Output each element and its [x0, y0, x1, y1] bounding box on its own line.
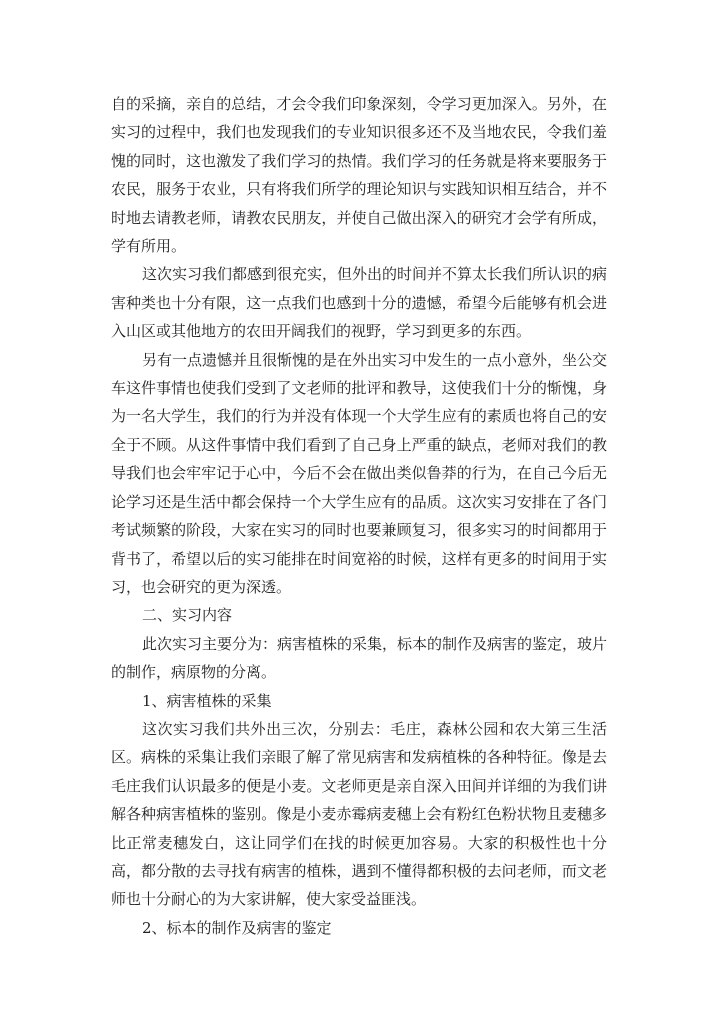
paragraph-regret: 另有一点遗憾并且很惭愧的是在外出实习中发生的一点小意外，坐公交车这件事情也使我们受到了文老师的批评和教导，这使我们十分的惭愧，身为一名大学生，我们的行为并没有体现一个大学生应有的素质也将自己的安全于不顾。从这件事情中我们看到了自己身上严重的缺点，老师对我们的教导我们也会牢牢记于心中，今后不会在做出类似鲁莽的行为，在自己今后无论学习还是生活中都会保持一个大学生应有的品质。这次实习安排在了各门考试频繁的阶段，大家在实习的同时也要兼顾复习，很多实习的时间都用于背书了，希望以后的实习能排在时间宽裕的时候，这样有更多的时间用于实习，也会研究的更为深透。	[111, 350, 608, 596]
paragraph-content-overview: 此次实习主要分为：病害植株的采集，标本的制作及病害的鉴定，玻片的制作，病原物的分离。	[111, 634, 608, 682]
document-body	[111, 90, 607, 942]
section-heading-internship-content: 二、实习内容	[142, 606, 233, 625]
subheading-plant-collection: 1、病害植株的采集	[142, 691, 272, 710]
paragraph-reflection: 这次实习我们都感到很充实，但外出的时间并不算太长我们所认识的病害种类也十分有限，这一点我们也感到十分的遗憾，希望今后能够有机会进入山区或其他地方的农田开阔我们的视野，学习到更多的东西。	[111, 265, 608, 341]
paragraph-plant-collection: 这次实习我们共外出三次，分别去：毛庄，森林公园和农大第三生活区。病株的采集让我们亲眼了解了常见病害和发病植株的各种特征。像是去毛庄我们认识最多的便是小麦。文老师更是亲自深入田间并详细的为我们讲解各种病害植株的鉴别。像是小麦赤霉病麦穗上会有粉红色粉状物且麦穗多比正常麦穗发白，这让同学们在找的时候更加容易。大家的积极性也十分高，都分散的去寻找有病害的植株，遇到不懂得都积极的去问老师，而文老师也十分耐心的为大家讲解，使大家受益匪浅。	[111, 719, 607, 909]
subheading-specimen-making: 2、标本的制作及病害的鉴定	[142, 918, 332, 937]
paragraph-continuation: 自的采摘，亲自的总结，才会令我们印象深刻，令学习更加深入。另外，在实习的过程中，我们也发现我们的专业知识很多还不及当地农民，令我们羞愧的同时，这也激发了我们学习的热情。我们学习的任务就是将来要服务于农民，服务于农业，只有将我们所学的理论知识与实践知识相互结合，并不时地去请教老师，请教农民朋友，并使自己做出深入的研究才会学有所成，学有所用。	[111, 95, 607, 256]
